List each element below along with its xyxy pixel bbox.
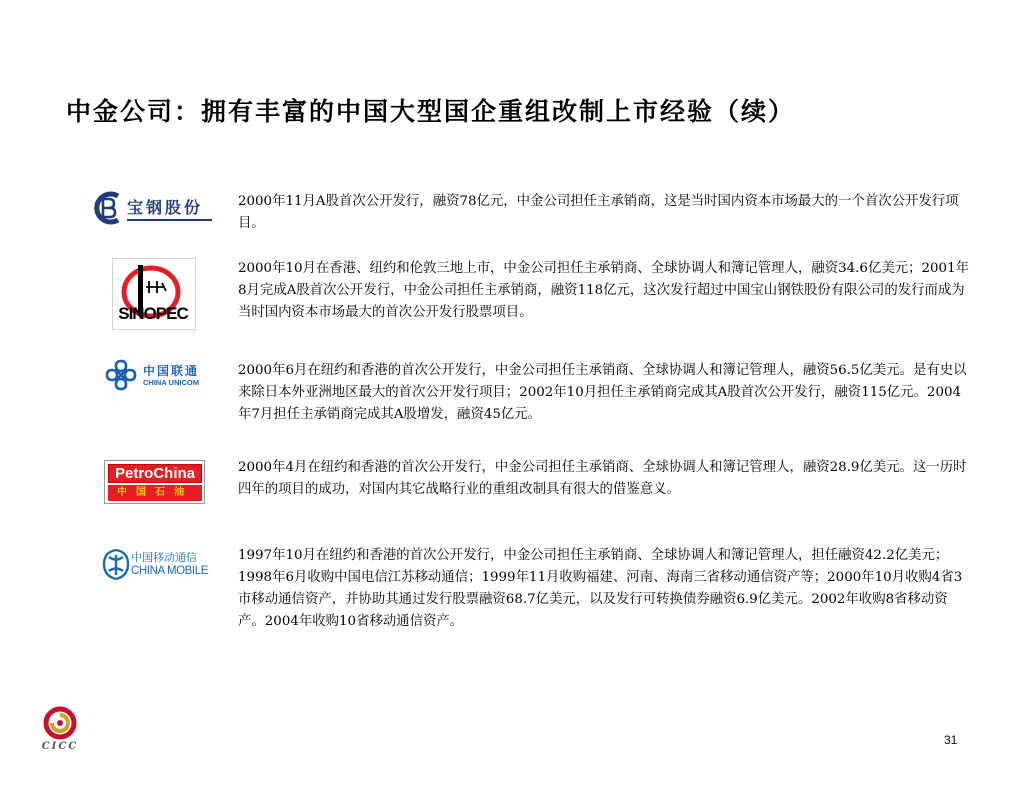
cicc-emblem-icon [38, 706, 82, 740]
china-unicom-logo [103, 357, 213, 393]
baosteel-logo-text: 宝钢股份 [127, 198, 204, 217]
baosteel-logo-underline [127, 219, 212, 221]
petrochina-logo-cn: 中国石油 [108, 485, 202, 501]
china-mobile-logo-en: CHINA MOBILE [131, 565, 208, 577]
entry-china-mobile-description: 1997年10月在纽约和香港的首次公开发行，中金公司担任主承销商、全球协调人和簿记管理人，担任融资42.2亿美元；1998年6月收购中国电信江苏移动通信；1999年11月收购福建、河南、海南三省移动通信资产等；2000年10月收购4省3市移动通信资产，并协助其通过发行股票融资68.7亿美元，以及发行可转换债券融资6.9亿美元。2002年收购8省移动资产。2004年收购10省移动通信资产。 [238, 548, 963, 629]
cicc-logo [38, 706, 82, 758]
china-unicom-logo-cn: 中国联通 [143, 364, 200, 378]
entry-sinopec-description: 2000年10月在香港、纽约和伦敦三地上市，中金公司担任主承销商、全球协调人和簿记管理人，融资34.6亿美元；2001年8月完成A股首次公开发行，中金公司担任主承销商，融资118亿元，这次发行超过中国宝山钢铁股份有限公司的发行而成为当时国内资本市场最大的首次公开发行股票项目。 [238, 261, 969, 320]
unicom-knot-icon [103, 357, 139, 393]
page-number: 31 [944, 733, 958, 747]
page-title: 中金公司：拥有丰富的中国大型国企重组改制上市经验（续） [66, 97, 796, 126]
baosteel-emblem-icon [92, 190, 124, 226]
sinopec-logo [112, 258, 196, 330]
china-mobile-emblem-icon [101, 547, 131, 583]
sinopec-logo-text: SINOPEC [118, 304, 188, 323]
china-mobile-logo-cn: 中国移动通信 [131, 551, 197, 564]
china-mobile-logo [101, 546, 211, 584]
entry-baosteel-description: 2000年11月A股首次公开发行，融资78亿元，中金公司担任主承销商，这是当时国内资本市场最大的一个首次公开发行项目。 [238, 194, 959, 231]
china-unicom-logo-en: CHINA UNICOM [143, 378, 199, 387]
cicc-logo-text: CICC [41, 741, 79, 752]
entry-china-unicom-description: 2000年6月在纽约和香港的首次公开发行，中金公司担任主承销商、全球协调人和簿记管理人，融资56.5亿美元。是有史以来除日本外亚洲地区最大的首次公开发行项目；2002年10月担任主承销商完成其A股首次公开发行，融资115亿元。2004年7月担任主承销商完成其A股增发，融资45亿元。 [238, 363, 967, 422]
baosteel-logo [92, 188, 214, 228]
sinopec-emblem-icon [113, 259, 195, 329]
entry-petrochina-description: 2000年4月在纽约和香港的首次公开发行，中金公司担任主承销商、全球协调人和簿记管理人，融资28.9亿美元。这一历时四年的项目的成功，对国内其它战略行业的重组改制具有很大的借鉴意义。 [238, 460, 967, 497]
petrochina-logo [104, 460, 205, 504]
petrochina-logo-en: PetroChina [108, 464, 202, 483]
